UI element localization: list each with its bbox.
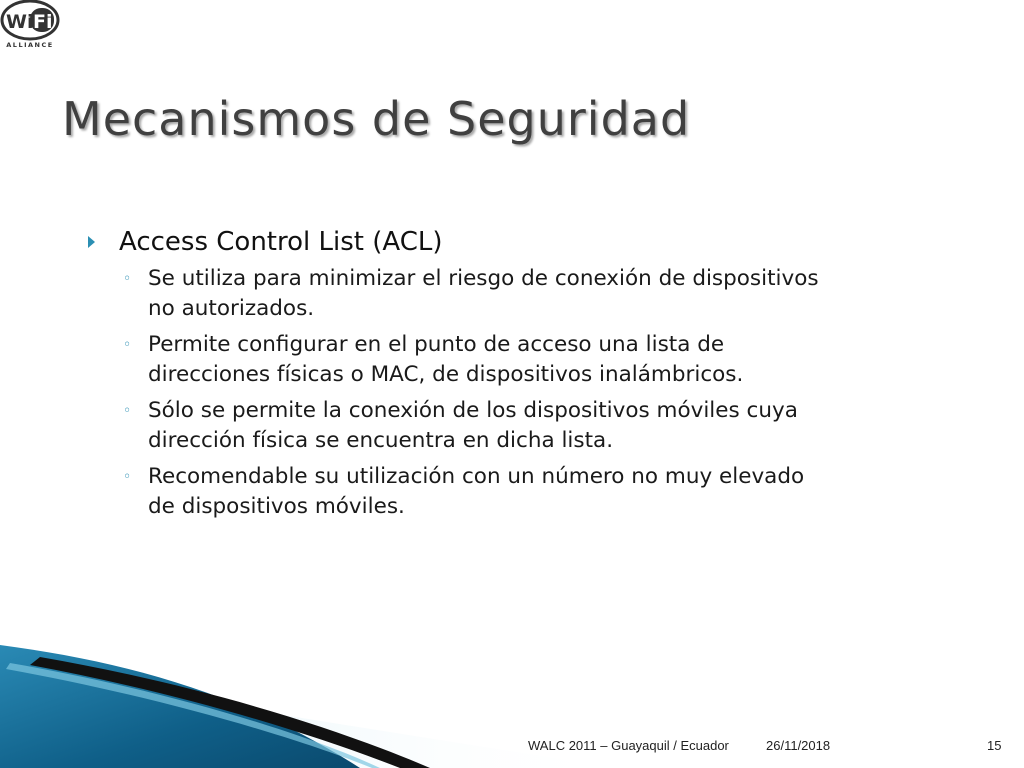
sub-bullet-line: Sólo se permite la conexión de los dispositivos móviles cuya [148, 398, 798, 423]
sub-bullet-line: dirección física se encuentra en dicha lista. [148, 428, 614, 453]
sub-bullet-line: no autorizados. [148, 296, 315, 321]
sub-bullet-line: de dispositivos móviles. [148, 494, 405, 519]
circle-bullet-icon: ◦ [123, 469, 132, 485]
logo-word-wi: Wi [6, 11, 34, 33]
footer-date: 26/11/2018 [766, 738, 831, 753]
sub-bullet-item [120, 330, 960, 390]
slide-title: Mecanismos de Seguridad [62, 92, 691, 146]
footer-event-text: WALC 2011 – Guayaquil / Ecuador [528, 738, 729, 753]
circle-bullet-icon: ◦ [123, 403, 132, 419]
logo-word-fi: Fi [33, 11, 53, 33]
triangle-bullet-icon [88, 236, 95, 248]
main-bullet [88, 226, 948, 258]
sub-bullet-line: Permite configurar en el punto de acceso una lista de [148, 332, 725, 357]
logo-alliance-text: ALLIANCE [6, 41, 54, 49]
sub-bullet-item [120, 396, 960, 456]
sub-bullet-list [120, 264, 960, 528]
decorative-swoosh [0, 643, 1024, 768]
main-bullet-text: Access Control List (ACL) [119, 227, 443, 257]
circle-bullet-icon: ◦ [123, 271, 132, 287]
circle-bullet-icon: ◦ [123, 337, 132, 353]
sub-bullet-item [120, 264, 960, 324]
sub-bullet-line: Se utiliza para minimizar el riesgo de conexión de dispositivos [148, 266, 819, 291]
footer-page-number: 15 [987, 738, 1002, 753]
sub-bullet-line: Recomendable su utilización con un número no muy elevado [148, 464, 805, 489]
sub-bullet-line: direcciones físicas o MAC, de dispositivos inalámbricos. [148, 362, 744, 387]
wifi-alliance-logo-icon [0, 0, 62, 52]
sub-bullet-item [120, 462, 960, 522]
